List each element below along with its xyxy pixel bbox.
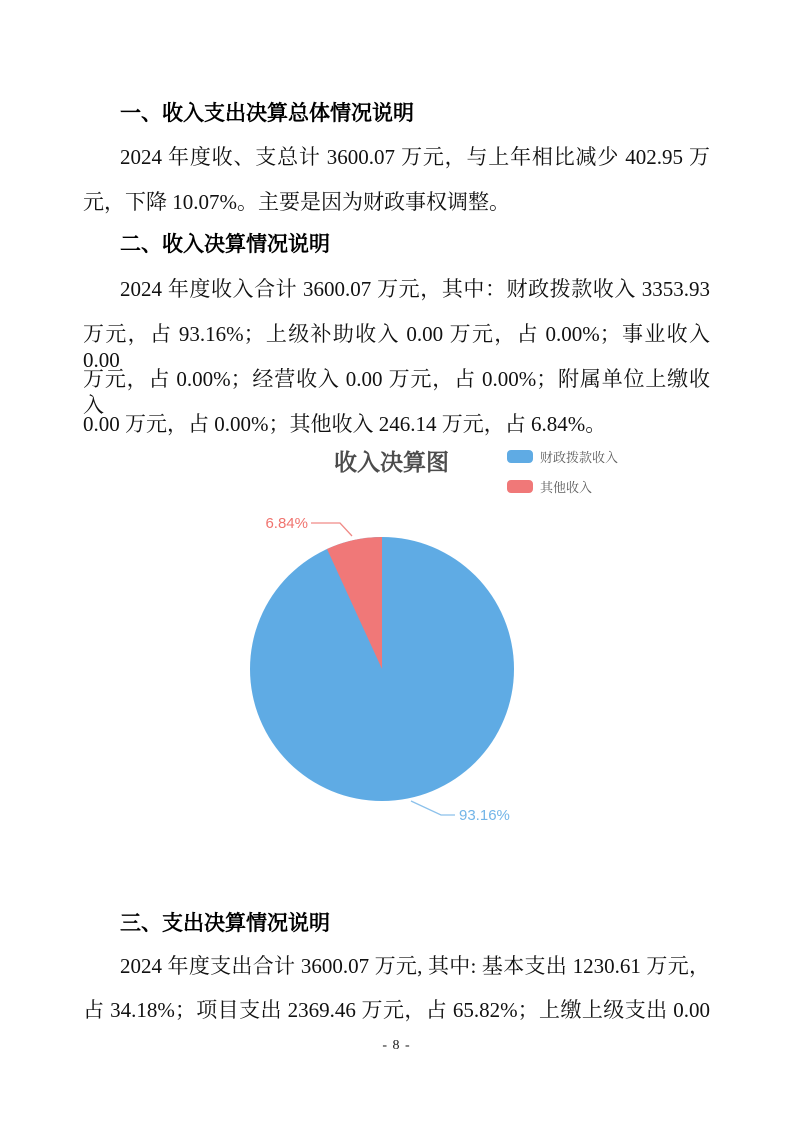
section-1-line-2: 元，下降 10.07%。主要是因为财政事权调整。 — [83, 190, 510, 214]
chart-title: 收入决算图 — [334, 449, 449, 475]
section-1-line-1: 2024 年度收、支总计 3600.07 万元，与上年相比减少 402.95 万 — [120, 145, 710, 169]
legend-swatch-red-icon — [507, 480, 533, 493]
legend-item-other — [507, 477, 618, 496]
pie-label-fiscal: 93.16% — [459, 807, 510, 824]
section-2-heading: 二、收入决算情况说明 — [120, 233, 330, 256]
section-2-line-1: 2024 年度收入合计 3600.07 万元，其中：财政拨款收入 3353.93 — [120, 277, 710, 301]
legend-item-fiscal — [507, 447, 618, 466]
page-number: - 8 - — [382, 1038, 411, 1053]
section-3-heading: 三、支出决算情况说明 — [120, 912, 330, 935]
legend-swatch-blue-icon — [507, 450, 533, 463]
pie-chart-svg — [150, 500, 650, 850]
section-2-line-3: 万元，占 0.00%；经营收入 0.00 万元，占 0.00%；附属单位上缴收入 — [83, 367, 711, 417]
section-3-line-2: 占 34.18%；项目支出 2369.46 万元，占 65.82%；上缴上级支出 0.00 — [83, 998, 710, 1022]
legend-label-other: 其他收入 — [540, 480, 593, 495]
section-2-line-2: 万元，占 93.16%；上级补助收入 0.00 万元，占 0.00%；事业收入 0.00 — [83, 322, 710, 372]
section-1-heading: 一、收入支出决算总体情况说明 — [120, 102, 414, 125]
section-3-line-1: 2024 年度支出合计 3600.07 万元, 其中: 基本支出 1230.61 万元， — [120, 954, 710, 978]
pie-label-other: 6.84% — [265, 515, 308, 532]
legend-label-fiscal: 财政拨款收入 — [540, 450, 619, 465]
leader-line-other — [311, 523, 352, 536]
income-pie-chart — [150, 500, 650, 850]
leader-line-fiscal — [411, 801, 455, 815]
section-2-line-4: 0.00 万元，占 0.00%；其他收入 246.14 万元，占 6.84%。 — [83, 412, 607, 436]
chart-legend — [507, 447, 618, 496]
